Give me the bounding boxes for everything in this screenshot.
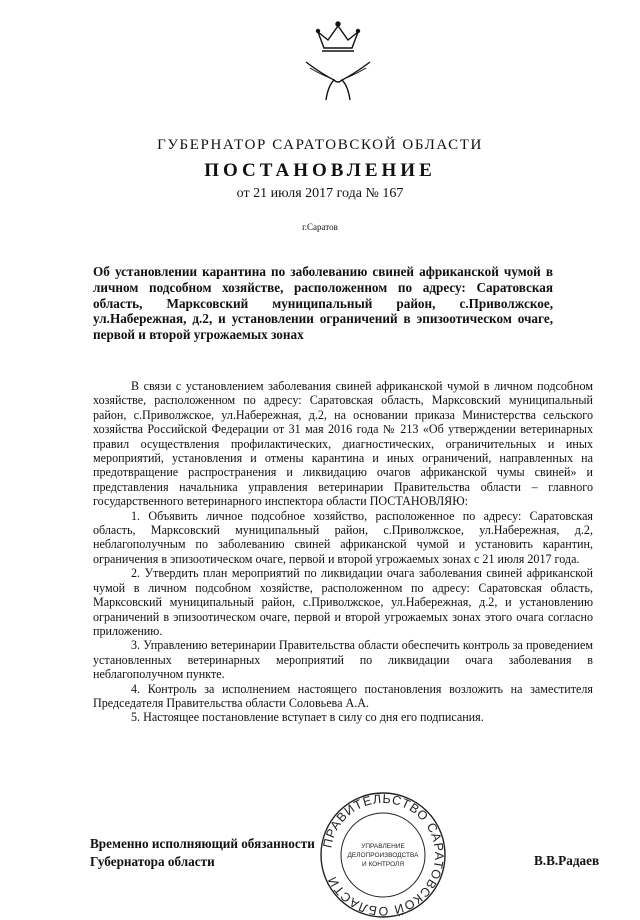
clause-1: 1. Объявить личное подсобное хозяйство, расположенное по адресу: Саратовская область, Марксовский муниципальный район, с.Приволжское, ул.Набережная, д.2, неблагополучным по заболеванию свиней африканской чумой и установить карантин, ограничения в эпизоотическом очаге, первой и второй угрожаемых зонах с 21 июля 2017 года. <box>93 508 593 566</box>
official-stamp <box>318 790 448 920</box>
signatory-name: В.В.Радаев <box>534 853 600 868</box>
document-body <box>93 379 593 725</box>
clause-5: 5. Настоящее постановление вступает в силу со дня его подписания. <box>131 710 484 725</box>
preamble-paragraph: В связи с установлением заболевания свиней африканской чумой в личном подсобном хозяйстве, расположенном по адресу: Саратовская область, Марксовский муниципальный район, с.Приволжское, ул.Набережная, д.2, на основании приказа Министерства сельского хозяйства Российской Федерации от 31 мая 2016 года № 213 «Об утверждении ветеринарных правил осуществления профилактических, диагностических, ограничительных и иных мероприятий, установления и отмены карантина и иных ограничений, направленных на предотвращение распространения и ликвидацию очагов африканской чумы свиней» и представления начальника управления ветеринарии Правительства области – главного государственного ветеринарного инспектора области ПОСТАНОВЛЯЮ: <box>93 379 593 509</box>
stamp-outer-text: ПРАВИТЕЛЬСТВО САРАТОВСКОЙ ОБЛАСТИ <box>320 791 447 919</box>
coat-of-arms-emblem <box>300 18 376 110</box>
document-type: ПОСТАНОВЛЕНИЕ <box>204 160 436 181</box>
signatory-position-line-2: Губернатора области <box>90 854 215 869</box>
stamp-inner-line-2: ДЕЛОПРОИЗВОДСТВА <box>347 852 419 859</box>
signatory-position-line-1: Временно исполняющий обязанности <box>90 836 315 851</box>
clause-4: 4. Контроль за исполнением настоящего постановления возложить на заместителя Председателя Правительства области Соловьева А.А. <box>93 681 593 710</box>
clause-2: 2. Утвердить план мероприятий по ликвидации очага заболевания свиней африканской чумой в личном подсобном хозяйстве, расположенном по адресу: Саратовская область, Марксовский муниципальный район, с.Приволжское, ул.Набережная, д.2, и установлению ограничений в эпизоотическом очаге, первой и второй угрожаемых зонах этого очага согласно приложению. <box>93 566 593 638</box>
signatory-position <box>90 835 315 871</box>
date-and-number: от 21 июля 2017 года № 167 <box>236 186 404 201</box>
issuer-heading: ГУБЕРНАТОР САРАТОВСКОЙ ОБЛАСТИ <box>157 137 483 153</box>
document-title: Об установлении карантина по заболеванию свиней африканской чумой в личном подсобном хозяйстве, расположенном по адресу: Саратовская область, Марксовский муниципальный район, с.Приволжское, ул.Набережная, д.2, и установлении ограничений в эпизоотическом очаге, первой и второй угрожаемых зонах <box>93 264 553 343</box>
stamp-inner-line-3: И КОНТРОЛЯ <box>361 861 405 868</box>
clause-3: 3. Управлению ветеринарии Правительства области обеспечить контроль за проведением установленных ветеринарных мероприятий по ликвидации очага заболевания в неблагополучном пункте. <box>93 638 593 682</box>
stamp-inner-line-1: УПРАВЛЕНИЕ <box>361 843 405 850</box>
city: г.Саратов <box>302 222 338 232</box>
